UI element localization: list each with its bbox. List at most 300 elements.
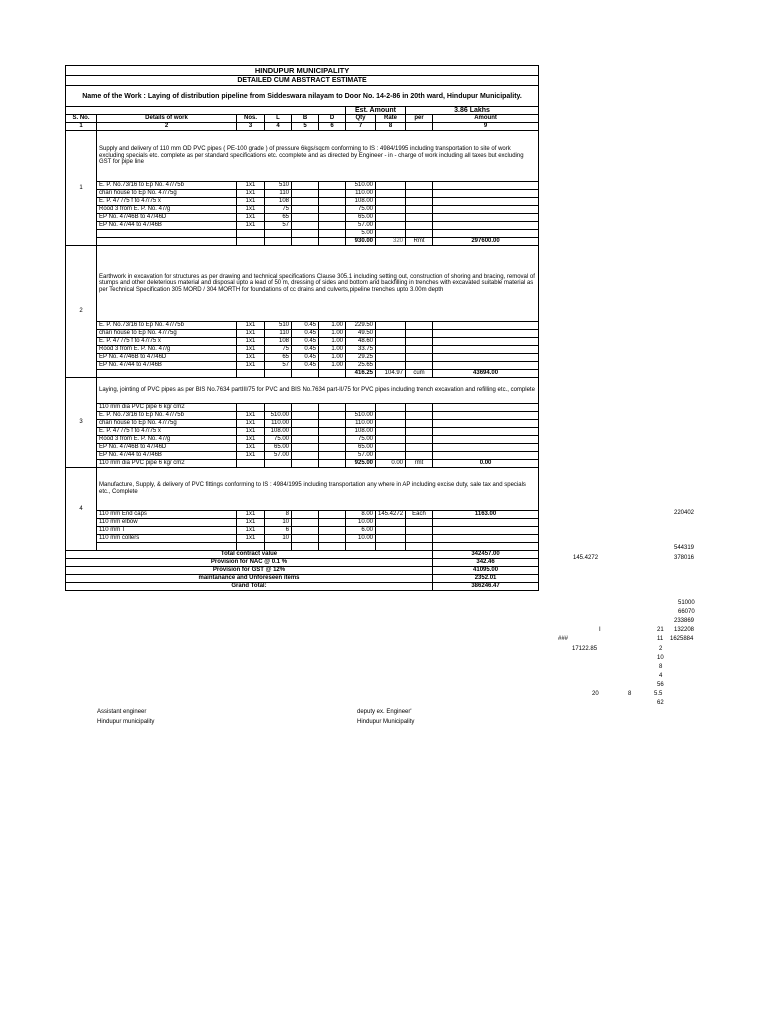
- cell: 0.45: [292, 322, 319, 330]
- cell: [319, 519, 346, 527]
- measurement-row: [66, 182, 539, 190]
- signature-left: [97, 707, 154, 727]
- measurement-row: [66, 198, 539, 206]
- measurement-row: [66, 370, 539, 378]
- cell: [406, 330, 433, 338]
- cell: 57.00: [265, 452, 292, 460]
- cell: [97, 238, 237, 246]
- cell: [292, 182, 319, 190]
- cell: [433, 362, 539, 370]
- cell: [406, 535, 433, 543]
- org-title: HINDUPUR MUNICIPALITY: [66, 66, 539, 76]
- cell: [406, 346, 433, 354]
- cell: EP No. 47/44 to 47/46B: [97, 362, 237, 370]
- cell: 1x1: [237, 198, 265, 206]
- measurement-row: [66, 460, 539, 468]
- cell: 1x1: [237, 346, 265, 354]
- cell: [376, 214, 406, 222]
- cell: [406, 206, 433, 214]
- cell: 510.00: [265, 412, 292, 420]
- cell: [319, 444, 346, 452]
- side-number: 51000: [678, 600, 695, 606]
- cell: [292, 428, 319, 436]
- cell: [406, 214, 433, 222]
- cell: EP No. 47/44 to 47/46B: [97, 452, 237, 460]
- cell: 57.00: [346, 222, 376, 230]
- total-row: [66, 551, 539, 559]
- cell: Rmt: [406, 238, 433, 246]
- cell: [433, 444, 539, 452]
- cell: [319, 452, 346, 460]
- cell: [376, 346, 406, 354]
- cell: [292, 206, 319, 214]
- cell: 510.00: [346, 412, 376, 420]
- signature-right-org: Hindupur Municipality: [357, 719, 415, 725]
- cell: [292, 238, 319, 246]
- signature-right-title: deputy ex. Engineer': [357, 709, 412, 715]
- cell: [319, 428, 346, 436]
- item-sno: 2: [66, 246, 97, 378]
- column-header: Amount: [433, 115, 539, 123]
- column-header: per: [406, 115, 433, 123]
- cell: 1x1: [237, 444, 265, 452]
- cell: [376, 190, 406, 198]
- cell: 65.00: [346, 214, 376, 222]
- measurement-row: [66, 338, 539, 346]
- side-number: 20: [592, 691, 599, 697]
- cell: [406, 338, 433, 346]
- cell: E. P. 47 /75 f to 47/75 x: [97, 198, 237, 206]
- cell: 1x1: [237, 436, 265, 444]
- cell: [292, 412, 319, 420]
- column-header: L: [265, 115, 292, 123]
- side-number: 220402: [674, 510, 695, 516]
- item-sno: 1: [66, 131, 97, 246]
- measurement-row: [66, 444, 539, 452]
- cell: 65.00: [265, 444, 292, 452]
- measurement-row: [66, 230, 539, 238]
- side-number: 10: [657, 655, 664, 661]
- cell: 110 mm dia PVC pipe 6 kg/ cm2: [97, 404, 237, 412]
- cell: [406, 198, 433, 206]
- cell: [406, 354, 433, 362]
- item-description-row: [66, 131, 539, 182]
- cell: 1x1: [237, 519, 265, 527]
- total-amount: 342457.00: [433, 551, 539, 559]
- item-description: Laying, jointing of PVC pipes as per BIS No.7634 partIII/75 for PVC and BIS No.7634 part-II/75 for PVC pipes including trench excavation and refilling etc., complete: [97, 378, 539, 404]
- cell: [433, 182, 539, 190]
- cell: 10: [265, 535, 292, 543]
- cell: [433, 214, 539, 222]
- cell: [406, 230, 433, 238]
- cell: 510: [265, 182, 292, 190]
- cell: 1x1: [237, 322, 265, 330]
- column-number: [406, 123, 433, 131]
- cell: 0.00: [376, 460, 406, 468]
- cell: [376, 322, 406, 330]
- item-description-row: [66, 468, 539, 511]
- cell: [292, 436, 319, 444]
- cell: 110 mm T: [97, 527, 237, 535]
- side-number: 62: [657, 700, 664, 706]
- cell: 65: [265, 354, 292, 362]
- measurement-row: [66, 330, 539, 338]
- cell: 1.00: [319, 346, 346, 354]
- measurement-row: [66, 214, 539, 222]
- cell: 5.00: [346, 230, 376, 238]
- cell: 1x1: [237, 511, 265, 519]
- cell: [292, 214, 319, 222]
- measurement-row: [66, 354, 539, 362]
- side-number: 21: [657, 627, 664, 633]
- cell: [292, 511, 319, 519]
- measurement-row: [66, 222, 539, 230]
- cell: [319, 182, 346, 190]
- cell: 6: [265, 527, 292, 535]
- cell: [376, 436, 406, 444]
- measurement-row: [66, 428, 539, 436]
- cell: [292, 444, 319, 452]
- cell: [319, 238, 346, 246]
- cell: [406, 543, 433, 551]
- cell: 33.75: [346, 346, 376, 354]
- cell: 1x1: [237, 330, 265, 338]
- cell: E. P. No.73/16 to Ep No. 47/75b: [97, 322, 237, 330]
- cell: 1x1: [237, 535, 265, 543]
- cell: 57: [265, 222, 292, 230]
- cell: 1.00: [319, 338, 346, 346]
- total-row: [66, 583, 539, 591]
- cell: [319, 404, 346, 412]
- cell: [265, 543, 292, 551]
- cell: [376, 519, 406, 527]
- side-number: ###: [558, 636, 569, 642]
- column-number: 4: [265, 123, 292, 131]
- item-sno: 3: [66, 378, 97, 468]
- column-number: 7: [346, 123, 376, 131]
- cell: [433, 230, 539, 238]
- cell: cum: [406, 370, 433, 378]
- cell: [292, 527, 319, 535]
- side-number: 1625884: [670, 636, 694, 642]
- cell: [292, 190, 319, 198]
- cell: [433, 535, 539, 543]
- side-number: 2: [659, 646, 663, 652]
- measurement-row: [66, 535, 539, 543]
- cell: [319, 420, 346, 428]
- column-number: 5: [292, 123, 319, 131]
- cell: [433, 436, 539, 444]
- cell: 0.45: [292, 330, 319, 338]
- cell: [433, 428, 539, 436]
- cell: 57: [265, 362, 292, 370]
- cell: [319, 370, 346, 378]
- cell: [406, 436, 433, 444]
- cell: [376, 404, 406, 412]
- cell: [97, 230, 237, 238]
- cell: EP No. 47/46B to 47/46D: [97, 214, 237, 222]
- cell: Rood 3 from E. P. No. 47/g: [97, 206, 237, 214]
- cell: 57.00: [346, 452, 376, 460]
- cell: 10.00: [346, 535, 376, 543]
- cell: [376, 354, 406, 362]
- cell: [292, 519, 319, 527]
- cell: [292, 198, 319, 206]
- cell: 108.00: [346, 428, 376, 436]
- total-row: [66, 567, 539, 575]
- cell: [433, 527, 539, 535]
- column-number-row: [66, 123, 539, 131]
- cell: [376, 330, 406, 338]
- cell: [346, 543, 376, 551]
- measurement-row: [66, 404, 539, 412]
- total-label: Grand Total:: [66, 583, 433, 591]
- cell: [406, 222, 433, 230]
- cell: [319, 230, 346, 238]
- cell: 108.00: [265, 428, 292, 436]
- cell: [319, 436, 346, 444]
- cell: 108: [265, 198, 292, 206]
- cell: E. P. No.73/16 to Ep No. 47/75b: [97, 412, 237, 420]
- cell: [319, 543, 346, 551]
- cell: [319, 198, 346, 206]
- cell: [433, 452, 539, 460]
- cell: [376, 444, 406, 452]
- cell: 1x1: [237, 412, 265, 420]
- cell: [292, 230, 319, 238]
- cell: [406, 412, 433, 420]
- cell: 110 mm collers: [97, 535, 237, 543]
- item-description-row: [66, 378, 539, 404]
- cell: [265, 404, 292, 412]
- side-number: 145.4272: [573, 555, 599, 561]
- estimate-sheet: [65, 65, 538, 591]
- item-description: Earthwork in excavation for structures as per drawing and technical specifications Clause 305.1 including setting out, construction of shoring and bracing, removal of stumps and other deleterious material and disposal upto a lead of 50 m, dressing of sides and bottom and backfilling in trenches with excavated suitable material as per Technical Specification 305 MORD / 304 MORTH for foundations of cc drains and culverts,pipeline trenches upto 3.00m depth: [97, 246, 539, 322]
- cell: Rood 3 from E. P. No. 47/g: [97, 436, 237, 444]
- column-number: 6: [319, 123, 346, 131]
- doc-title: DETAILED CUM ABSTRACT ESTIMATE: [66, 76, 539, 86]
- cell: [292, 420, 319, 428]
- cell: 1x1: [237, 214, 265, 222]
- cell: [319, 206, 346, 214]
- cell: [406, 444, 433, 452]
- cell: E. P. No.73/16 to Ep No. 47/75b: [97, 182, 237, 190]
- cell: [376, 182, 406, 190]
- side-number: 56: [657, 682, 664, 688]
- measurement-row: [66, 420, 539, 428]
- cell: [376, 535, 406, 543]
- cell: [376, 230, 406, 238]
- cell: 510: [265, 322, 292, 330]
- cell: [292, 222, 319, 230]
- cell: 1163.00: [433, 511, 539, 519]
- item-description: Supply and delivery of 110 mm OD PVC pipes ( PE-100 grade ) of pressure 6kgs/sqcm conforming to IS : 4984/1995 including transportation to site of work excluding specials etc. complete as per standard specifications etc. ccomplete and as directed by Engineer - in - charge of work including all taxes but excluding GST for pipe line: [97, 131, 539, 182]
- cell: 110 mm elbow: [97, 519, 237, 527]
- total-amount: 386246.47: [433, 583, 539, 591]
- cell: [265, 460, 292, 468]
- cell: [237, 370, 265, 378]
- cell: [292, 460, 319, 468]
- cell: [406, 322, 433, 330]
- cell: 1x1: [237, 452, 265, 460]
- cell: 1x1: [237, 428, 265, 436]
- cell: 1x1: [237, 190, 265, 198]
- cell: 1x1: [237, 338, 265, 346]
- cell: [319, 222, 346, 230]
- cell: 75.00: [346, 436, 376, 444]
- cell: 8.00: [346, 511, 376, 519]
- cell: EP No. 47/46B to 47/46D: [97, 354, 237, 362]
- cell: [433, 206, 539, 214]
- side-number: 8: [628, 691, 632, 697]
- cell: 1x1: [237, 222, 265, 230]
- cell: [292, 452, 319, 460]
- cell: [433, 420, 539, 428]
- cell: 10.00: [346, 519, 376, 527]
- cell: 297600.00: [433, 238, 539, 246]
- cell: [319, 535, 346, 543]
- measurement-row: [66, 346, 539, 354]
- column-header: Details of work: [97, 115, 237, 123]
- total-amount: 342.46: [433, 559, 539, 567]
- signature-left-title: Assistant engineer: [97, 709, 147, 715]
- side-number: I: [599, 627, 601, 633]
- cell: [406, 190, 433, 198]
- measurement-row: [66, 543, 539, 551]
- cell: [406, 452, 433, 460]
- cell: Rood 3 from E. P. No. 47/g: [97, 346, 237, 354]
- cell: [376, 527, 406, 535]
- cell: 75: [265, 346, 292, 354]
- cell: 0.45: [292, 346, 319, 354]
- cell: [376, 420, 406, 428]
- cell: 1x1: [237, 354, 265, 362]
- cell: 25.65: [346, 362, 376, 370]
- cell: 1.00: [319, 354, 346, 362]
- cell: 110: [265, 190, 292, 198]
- cell: [97, 543, 237, 551]
- cell: [237, 230, 265, 238]
- cell: 1x1: [237, 420, 265, 428]
- cell: [433, 190, 539, 198]
- cell: [406, 362, 433, 370]
- signature-right: [357, 707, 414, 727]
- cell: [376, 428, 406, 436]
- measurement-row: [66, 452, 539, 460]
- cell: 110: [265, 330, 292, 338]
- cell: [292, 543, 319, 551]
- cell: [265, 370, 292, 378]
- column-header: D: [319, 115, 346, 123]
- side-number: 17122.85: [572, 646, 598, 652]
- cell: 925.00: [346, 460, 376, 468]
- cell: 29.25: [346, 354, 376, 362]
- total-row: [66, 575, 539, 583]
- cell: [319, 527, 346, 535]
- cell: [406, 519, 433, 527]
- cell: 8: [265, 511, 292, 519]
- cell: 1x1: [237, 527, 265, 535]
- estimate-table: [65, 65, 539, 591]
- cell: 65: [265, 214, 292, 222]
- item-sno: 4: [66, 468, 97, 551]
- total-amount: 2352.01: [433, 575, 539, 583]
- cell: [346, 404, 376, 412]
- total-amount: 41095.00: [433, 567, 539, 575]
- cell: 75: [265, 206, 292, 214]
- cell: 1x1: [237, 182, 265, 190]
- side-number: 544319: [674, 545, 695, 551]
- measurement-row: [66, 190, 539, 198]
- measurement-row: [66, 322, 539, 330]
- work-name: Name of the Work : Laying of distribution pipeline from Siddeswara nilayam to Door No. 14-2-86 in 20th ward, Hindupur Municipality.: [66, 86, 539, 107]
- item-description: Manufacture, Supply, & delivery of PVC fittings conforming to IS : 4984/1995 including transportation any where in AP including excise duty, sale tax and specials etc., Complete: [97, 468, 539, 511]
- column-header: Rate: [376, 115, 406, 123]
- cell: E. P. 47 /75 f to 47/75 x: [97, 428, 237, 436]
- signature-left-org: Hindupur municipality: [97, 719, 155, 725]
- cell: [376, 198, 406, 206]
- cell: [433, 346, 539, 354]
- cell: 0.45: [292, 338, 319, 346]
- total-label: Total contract value: [66, 551, 433, 559]
- side-number: 5.5: [654, 691, 663, 697]
- cell: 930.00: [346, 238, 376, 246]
- cell: [319, 190, 346, 198]
- side-number: 66070: [678, 609, 695, 615]
- cell: [406, 404, 433, 412]
- cell: [433, 412, 539, 420]
- column-number: 3: [237, 123, 265, 131]
- cell: [406, 428, 433, 436]
- est-amount-label: Est. Amount: [346, 107, 406, 115]
- cell: [406, 420, 433, 428]
- side-number: 378016: [674, 555, 695, 561]
- cell: 0.45: [292, 362, 319, 370]
- cell: [433, 519, 539, 527]
- measurement-row: [66, 527, 539, 535]
- total-label: maintanance and Unforeseen items: [66, 575, 433, 583]
- cell: [292, 535, 319, 543]
- cell: 110.00: [265, 420, 292, 428]
- cell: [433, 354, 539, 362]
- cell: [433, 198, 539, 206]
- cell: 110 mm End caps: [97, 511, 237, 519]
- column-header-row: [66, 115, 539, 123]
- column-header: Qty: [346, 115, 376, 123]
- cell: [319, 460, 346, 468]
- column-number: 1: [66, 123, 97, 131]
- item-description-row: [66, 246, 539, 322]
- cell: 510.00: [346, 182, 376, 190]
- side-number: 4: [659, 673, 663, 679]
- cell: 0.00: [433, 460, 539, 468]
- cell: [433, 322, 539, 330]
- cell: [376, 338, 406, 346]
- total-label: Provision for GST @ 12%: [66, 567, 433, 575]
- cell: [319, 511, 346, 519]
- cell: [319, 214, 346, 222]
- cell: [376, 362, 406, 370]
- cell: 145.4272: [376, 511, 406, 519]
- measurement-row: [66, 436, 539, 444]
- side-number: 132208: [674, 627, 695, 633]
- cell: 1.00: [319, 322, 346, 330]
- cell: [237, 460, 265, 468]
- cell: [433, 222, 539, 230]
- cell: E. P. 47 /75 f to 47/75 x: [97, 338, 237, 346]
- measurement-row: [66, 511, 539, 519]
- cell: [237, 543, 265, 551]
